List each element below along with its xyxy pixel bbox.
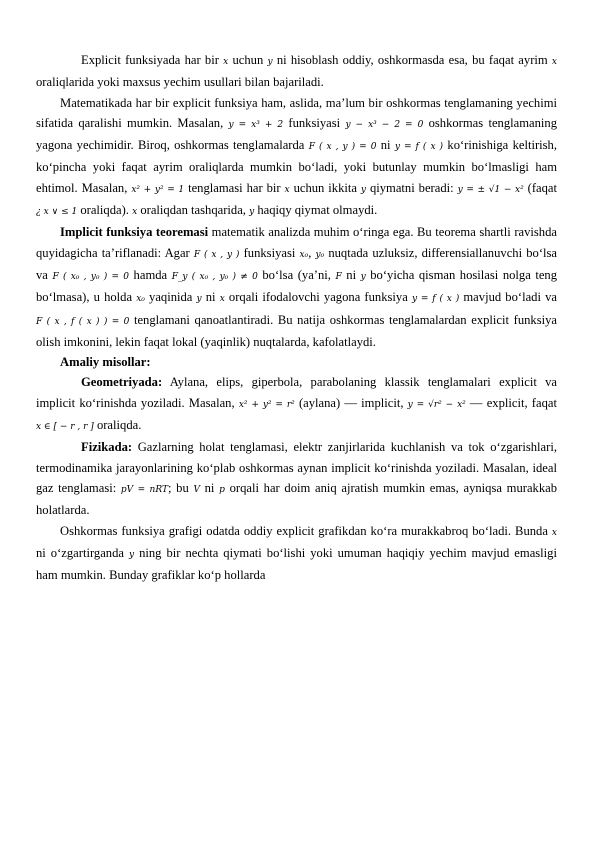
paragraph-p3	[36, 222, 557, 352]
text-run: matematik analizda muhim o‘ringa ega. Bu teorema shartli ravishda quyidagicha ta’riflanadi: Agar	[36, 225, 557, 260]
text-run: haqiqy qiymat olmaydi.	[254, 203, 378, 218]
math-expression: y = √r² − x²	[407, 399, 466, 410]
text-run: oraliqda).	[77, 203, 133, 218]
paragraph-p4	[36, 352, 557, 372]
math-expression: F ( x , y ) = 0	[308, 142, 377, 153]
text-run: ni	[199, 480, 220, 495]
text-run: (aylana) — implicit,	[294, 395, 408, 410]
text-run: uchun	[228, 53, 268, 67]
math-expression: x² + y² = 1	[131, 184, 185, 195]
text-run: Gazlarning holat tenglamasi, elektr zanjirlarida kuchlanish va tok o‘zgarishlari, termodinamika jarayonlarining ko‘plab oshkormas aynan implicit ko‘rinishda yoziladi. Masalan, ideal gaz tenglamasi:	[36, 440, 557, 495]
math-expression: y	[267, 57, 273, 67]
text-run: — explicit, faqat	[465, 395, 557, 410]
paragraph-p5	[36, 372, 557, 437]
bold-heading-text: Geometriyada:	[81, 375, 163, 390]
text-run: ,	[308, 245, 316, 260]
text-run: (faqat	[523, 180, 558, 195]
math-expression: y	[360, 271, 366, 282]
paragraph-p7	[36, 521, 557, 586]
math-expression: y	[128, 549, 135, 560]
math-expression: y = f ( x )	[411, 294, 460, 305]
document-body	[36, 50, 557, 585]
text-run: Explicit funksiyada har bir	[81, 53, 224, 67]
text-run: ; bu	[167, 480, 194, 495]
math-expression: x₀	[136, 294, 145, 305]
text-run: oraliqdan tashqarida,	[137, 203, 250, 218]
text-run: Matematikada har bir explicit funksiya ham, aslida, ma’lum bir oshkormas tenglamaning yechimi sifatida qaralishi mumkin. Masalan,	[36, 95, 557, 130]
text-run: ni o‘zgartirganda	[36, 545, 129, 560]
bold-heading-text: Fizikada:	[81, 440, 133, 455]
math-expression: V	[193, 484, 200, 495]
bold-heading-text: Implicit funksiya teoremasi	[60, 225, 209, 240]
text-run: funksiyasi	[283, 115, 346, 130]
text-run: orqali ifodalovchi yagona funksiya	[224, 290, 412, 305]
text-run: ni	[376, 138, 395, 153]
math-expression: y = x³ + 2	[228, 119, 284, 130]
math-expression: F ( x₀ , y₀ ) = 0	[52, 271, 130, 282]
text-run: tenglamani qanoatlantiradi. Bu natija oshkormas tenglamalardan explicit funksiya olish imkonini, lekin faqat lokal (yaqinlik) nuqtalarda, kafolatlaydi.	[36, 312, 557, 349]
text-run: funksiyasi	[239, 245, 300, 260]
math-expression: x	[551, 57, 557, 67]
math-expression: y	[249, 207, 255, 218]
text-run: uchun ikkita	[289, 180, 361, 195]
math-expression: x	[284, 184, 290, 195]
text-run: bo‘yicha qisman hosilasi nolga teng bo‘lmasa), u holda	[36, 267, 558, 305]
math-expression: y − x³ − 2 = 0	[345, 119, 424, 130]
text-run: ni	[201, 290, 220, 305]
math-expression: y	[196, 294, 202, 305]
text-run: oraliqda.	[93, 418, 142, 433]
text-run: oshkormas tenglamaning yagona yechimidir. Biroq, oshkormas tenglamalarda	[36, 115, 558, 153]
text-run: ni	[341, 267, 361, 282]
math-expression: p	[219, 484, 225, 495]
text-run: qiymatni beradi:	[366, 180, 458, 195]
text-run: orqali har doim aniq ajratish mumkin emas, ayniqsa murakkab holatlarda.	[36, 480, 558, 518]
math-expression: x² + y² = r²	[238, 399, 295, 410]
text-run: ning bir nechta qiymati bo‘lishi yoki umuman haqiqiy yechim mavjud emasligi ham mumkin. Bunday grafiklar ko‘p hollarda	[36, 545, 557, 583]
text-run: hamda	[129, 267, 172, 282]
text-run: oraliqlarida yoki maxsus yechim usullari bilan bajariladi.	[36, 75, 324, 90]
math-expression: F_y ( x₀ , y₀ ) ≠ 0	[171, 271, 258, 282]
paragraph-p6	[36, 437, 557, 520]
math-expression: x	[551, 527, 557, 538]
math-expression: pV = nRT	[120, 484, 168, 495]
math-expression: y = f ( x )	[394, 142, 444, 153]
math-expression: x	[219, 294, 225, 305]
text-run: mavjud bo‘ladi va	[459, 290, 557, 305]
math-expression: F ( x , f ( x ) ) = 0	[36, 316, 130, 327]
bold-heading-text: Amaliy misollar:	[60, 355, 151, 370]
math-expression: x₀	[299, 249, 309, 260]
text-run: ni hisoblash oddiy, oshkormasda esa, bu faqat ayrim	[272, 53, 552, 67]
math-expression: F	[335, 271, 342, 282]
math-expression: x ∈ [ − r , r ]	[36, 422, 94, 433]
text-run: bo‘lsa (ya’ni,	[257, 267, 336, 282]
text-run: yaqinida	[144, 290, 197, 305]
text-run: Aylana, elips, giperbola, parabolaning klassik tenglamalari explicit va implicit ko‘rinishda yoziladi. Masalan,	[36, 375, 557, 410]
text-run: nuqtada uzluksiz, differensiallanuvchi bo‘lsa va	[36, 245, 558, 282]
paragraph-p1	[36, 50, 557, 93]
math-expression: x	[132, 207, 138, 218]
math-expression: x	[223, 57, 229, 67]
math-expression: y₀	[315, 249, 325, 260]
text-run: tenglamasi har bir	[184, 180, 285, 195]
math-expression: y	[360, 184, 367, 195]
math-expression: ¿ x ∨ ≤ 1	[36, 207, 78, 218]
math-expression: F ( x , y )	[193, 249, 240, 260]
text-run: ko‘rinishiga keltirish, ko‘pincha yoki faqat ayrim oraliqlarda mumkin bo‘ladi, yoki butunlay mumkin bo‘lmasligi ham ehtimol. Masalan,	[36, 138, 557, 195]
math-expression: y = ± √1 − x²	[457, 184, 524, 195]
paragraph-p2	[36, 93, 557, 223]
text-run: Oshkormas funksiya grafigi odatda oddiy explicit grafikdan ko‘ra murakkabroq bo‘ladi. Bunda	[60, 523, 552, 538]
